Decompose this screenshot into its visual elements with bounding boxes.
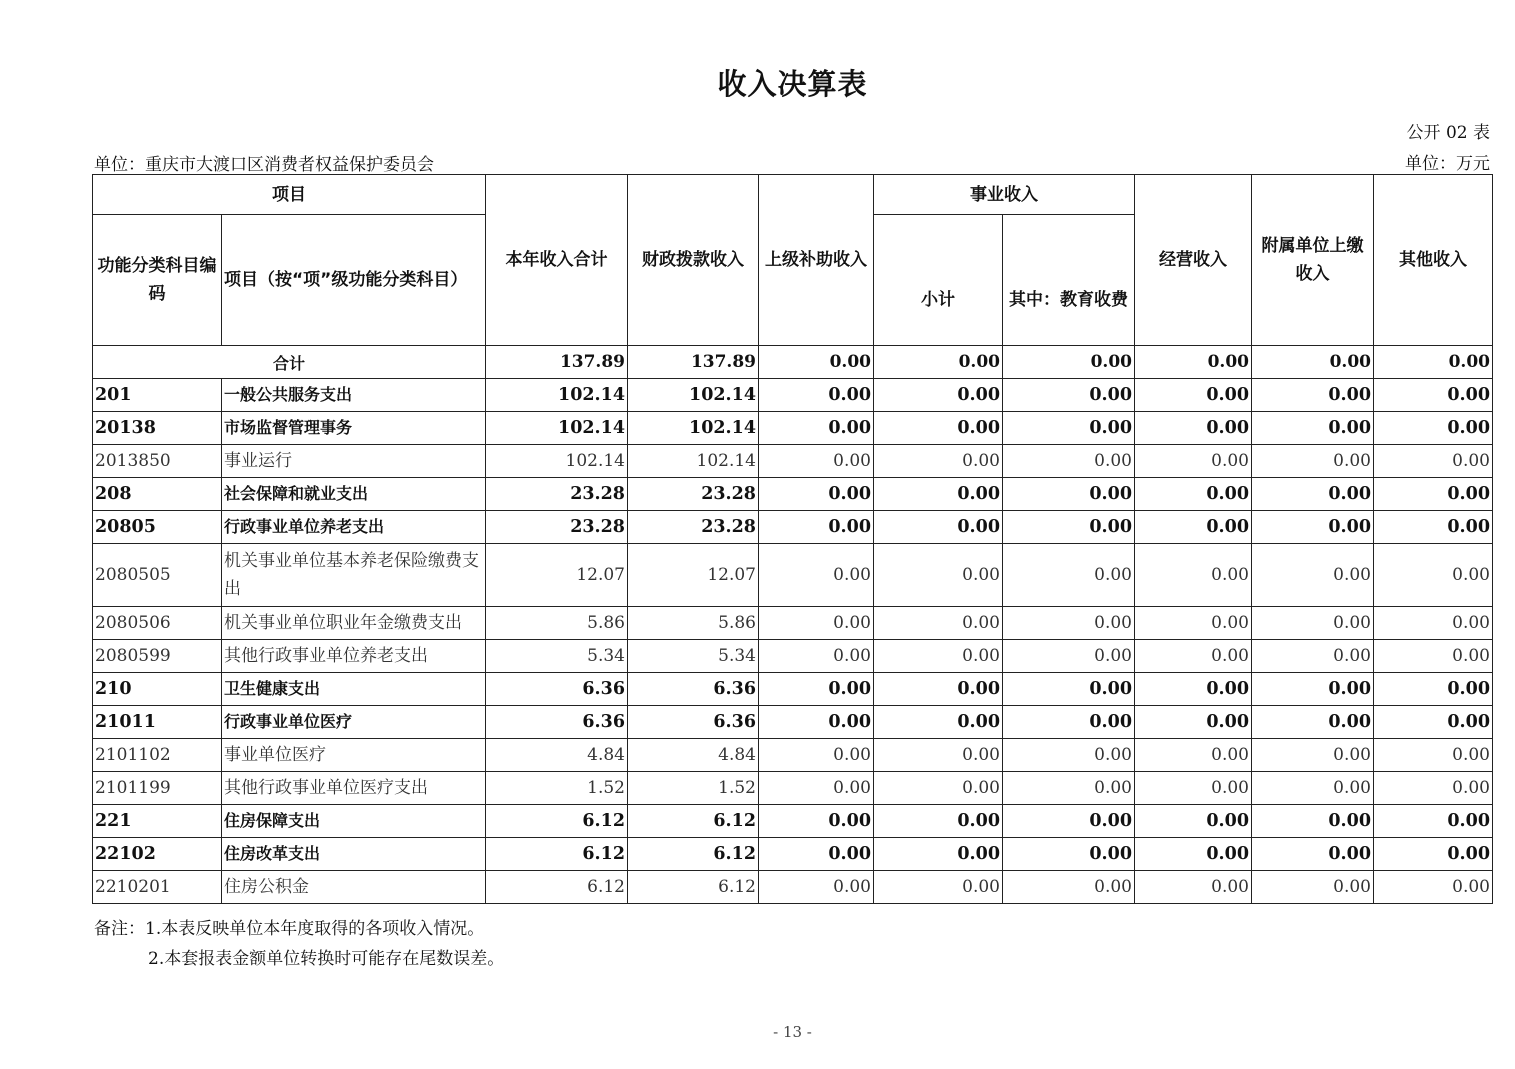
value-cell: 0.00 (1003, 445, 1135, 478)
value-cell: 6.12 (628, 805, 759, 838)
total-value: 137.89 (486, 346, 628, 379)
item-name-cell: 其他行政事业单位医疗支出 (222, 772, 486, 805)
header-business-income: 事业收入 (874, 175, 1135, 215)
table-row (93, 379, 1493, 412)
function-code-cell: 201 (93, 379, 222, 412)
value-cell: 0.00 (1003, 805, 1135, 838)
value-cell: 0.00 (1003, 640, 1135, 673)
value-cell: 0.00 (874, 478, 1003, 511)
total-value: 0.00 (1003, 346, 1135, 379)
value-cell: 0.00 (1374, 412, 1493, 445)
value-cell: 23.28 (486, 511, 628, 544)
header-function-code: 功能分类科目编码 (93, 215, 222, 346)
value-cell: 0.00 (874, 673, 1003, 706)
value-cell: 0.00 (759, 379, 874, 412)
item-name-cell: 其他行政事业单位养老支出 (222, 640, 486, 673)
value-cell: 0.00 (1003, 607, 1135, 640)
value-cell: 12.07 (628, 544, 759, 607)
value-cell: 6.12 (486, 838, 628, 871)
function-code-cell: 22102 (93, 838, 222, 871)
value-cell: 0.00 (759, 445, 874, 478)
value-cell: 0.00 (1135, 607, 1252, 640)
table-row (93, 478, 1493, 511)
item-name-cell: 市场监督管理事务 (222, 412, 486, 445)
total-row (93, 346, 1493, 379)
value-cell: 0.00 (1374, 445, 1493, 478)
note-1: 备注：1.本表反映单位本年度取得的各项收入情况。 (94, 919, 485, 939)
function-code-cell: 20805 (93, 511, 222, 544)
header-education-fee: 其中：教育收费 (1003, 215, 1135, 346)
value-cell: 0.00 (874, 379, 1003, 412)
value-cell: 0.00 (1135, 511, 1252, 544)
total-value: 0.00 (1374, 346, 1493, 379)
item-name-cell: 事业单位医疗 (222, 739, 486, 772)
value-cell: 0.00 (874, 544, 1003, 607)
value-cell: 0.00 (1252, 805, 1374, 838)
value-cell: 5.34 (628, 640, 759, 673)
value-cell: 4.84 (628, 739, 759, 772)
table-row (93, 412, 1493, 445)
table-row (93, 511, 1493, 544)
value-cell: 0.00 (759, 478, 874, 511)
value-cell: 0.00 (759, 805, 874, 838)
value-cell: 6.36 (628, 673, 759, 706)
value-cell: 0.00 (1003, 379, 1135, 412)
value-cell: 0.00 (1374, 706, 1493, 739)
table-header (93, 175, 1493, 346)
table-number: 公开 02 表 (1406, 123, 1490, 143)
value-cell: 23.28 (628, 478, 759, 511)
notes (94, 914, 504, 974)
value-cell: 0.00 (874, 805, 1003, 838)
value-cell: 0.00 (1374, 871, 1493, 904)
value-cell: 6.12 (628, 838, 759, 871)
value-cell: 0.00 (1135, 772, 1252, 805)
unit-organization: 单位：重庆市大渡口区消费者权益保护委员会 (94, 155, 434, 175)
value-cell: 102.14 (486, 379, 628, 412)
function-code-cell: 2080599 (93, 640, 222, 673)
value-cell: 0.00 (1252, 640, 1374, 673)
total-label: 合计 (93, 346, 486, 379)
value-cell: 0.00 (874, 838, 1003, 871)
value-cell: 0.00 (759, 607, 874, 640)
value-cell: 102.14 (628, 412, 759, 445)
value-cell: 0.00 (1374, 739, 1493, 772)
value-cell: 0.00 (874, 739, 1003, 772)
value-cell: 0.00 (759, 706, 874, 739)
value-cell: 0.00 (1135, 805, 1252, 838)
income-settlement-table (92, 174, 1493, 904)
item-name-cell: 社会保障和就业支出 (222, 478, 486, 511)
header-superior-subsidy: 上级补助收入 (759, 175, 874, 346)
value-cell: 6.36 (486, 673, 628, 706)
value-cell: 0.00 (1374, 640, 1493, 673)
value-cell: 0.00 (874, 412, 1003, 445)
value-cell: 0.00 (1135, 673, 1252, 706)
value-cell: 0.00 (1003, 511, 1135, 544)
value-cell: 0.00 (1252, 838, 1374, 871)
value-cell: 6.12 (486, 871, 628, 904)
table-row (93, 772, 1493, 805)
value-cell: 0.00 (1135, 544, 1252, 607)
value-cell: 102.14 (486, 412, 628, 445)
total-value: 137.89 (628, 346, 759, 379)
value-cell: 0.00 (1135, 838, 1252, 871)
function-code-cell: 21011 (93, 706, 222, 739)
total-value: 0.00 (874, 346, 1003, 379)
total-value: 0.00 (1135, 346, 1252, 379)
value-cell: 23.28 (628, 511, 759, 544)
value-cell: 0.00 (1252, 544, 1374, 607)
value-cell: 0.00 (1252, 607, 1374, 640)
value-cell: 0.00 (1135, 640, 1252, 673)
value-cell: 5.86 (628, 607, 759, 640)
value-cell: 0.00 (1252, 673, 1374, 706)
value-cell: 0.00 (1003, 673, 1135, 706)
value-cell: 0.00 (1003, 412, 1135, 445)
header-fiscal-income: 财政拨款收入 (628, 175, 759, 346)
value-cell: 0.00 (874, 772, 1003, 805)
value-cell: 0.00 (1252, 871, 1374, 904)
value-cell: 6.12 (486, 805, 628, 838)
value-cell: 0.00 (1135, 871, 1252, 904)
item-name-cell: 一般公共服务支出 (222, 379, 486, 412)
value-cell: 0.00 (1003, 739, 1135, 772)
table-row (93, 445, 1493, 478)
value-cell: 0.00 (1252, 445, 1374, 478)
header-item-name: 项目（按“项”级功能分类科目） (222, 215, 486, 346)
header-total-income: 本年收入合计 (486, 175, 628, 346)
header-project: 项目 (93, 175, 486, 215)
table-row (93, 871, 1493, 904)
item-name-cell: 行政事业单位医疗 (222, 706, 486, 739)
value-cell: 1.52 (628, 772, 759, 805)
value-cell: 0.00 (1374, 544, 1493, 607)
value-cell: 0.00 (874, 511, 1003, 544)
table-body (93, 346, 1493, 904)
value-cell: 0.00 (759, 640, 874, 673)
value-cell: 0.00 (1374, 772, 1493, 805)
value-cell: 23.28 (486, 478, 628, 511)
value-cell: 0.00 (1252, 511, 1374, 544)
total-value: 0.00 (1252, 346, 1374, 379)
value-cell: 0.00 (759, 871, 874, 904)
function-code-cell: 2101102 (93, 739, 222, 772)
value-cell: 0.00 (1252, 739, 1374, 772)
function-code-cell: 210 (93, 673, 222, 706)
value-cell: 0.00 (1135, 739, 1252, 772)
item-name-cell: 机关事业单位基本养老保险缴费支出 (222, 544, 486, 607)
value-cell: 0.00 (1003, 772, 1135, 805)
value-cell: 1.52 (486, 772, 628, 805)
value-cell: 0.00 (1252, 706, 1374, 739)
unit-currency: 单位：万元 (1405, 154, 1490, 174)
value-cell: 0.00 (1374, 478, 1493, 511)
value-cell: 0.00 (874, 640, 1003, 673)
header-other-income: 其他收入 (1374, 175, 1493, 346)
function-code-cell: 2013850 (93, 445, 222, 478)
value-cell: 0.00 (874, 445, 1003, 478)
table-row (93, 805, 1493, 838)
value-cell: 0.00 (759, 511, 874, 544)
value-cell: 0.00 (1252, 478, 1374, 511)
value-cell: 102.14 (628, 379, 759, 412)
value-cell: 5.34 (486, 640, 628, 673)
value-cell: 0.00 (1374, 838, 1493, 871)
function-code-cell: 208 (93, 478, 222, 511)
table-row (93, 673, 1493, 706)
value-cell: 0.00 (1374, 607, 1493, 640)
value-cell: 0.00 (1374, 379, 1493, 412)
item-name-cell: 住房公积金 (222, 871, 486, 904)
value-cell: 0.00 (1003, 838, 1135, 871)
item-name-cell: 卫生健康支出 (222, 673, 486, 706)
function-code-cell: 2101199 (93, 772, 222, 805)
value-cell: 0.00 (759, 412, 874, 445)
value-cell: 0.00 (874, 607, 1003, 640)
value-cell: 0.00 (1135, 412, 1252, 445)
table-row (93, 838, 1493, 871)
value-cell: 0.00 (759, 772, 874, 805)
table-row (93, 607, 1493, 640)
function-code-cell: 2210201 (93, 871, 222, 904)
value-cell: 0.00 (874, 706, 1003, 739)
value-cell: 0.00 (1135, 445, 1252, 478)
value-cell: 0.00 (1252, 412, 1374, 445)
value-cell: 0.00 (759, 739, 874, 772)
value-cell: 0.00 (1252, 772, 1374, 805)
note-2: 2.本套报表金额单位转换时可能存在尾数误差。 (148, 949, 505, 969)
item-name-cell: 住房保障支出 (222, 805, 486, 838)
value-cell: 0.00 (1003, 706, 1135, 739)
function-code-cell: 2080506 (93, 607, 222, 640)
item-name-cell: 行政事业单位养老支出 (222, 511, 486, 544)
value-cell: 102.14 (486, 445, 628, 478)
header-affiliated-income: 附属单位上缴收入 (1252, 175, 1374, 346)
value-cell: 6.36 (486, 706, 628, 739)
value-cell: 0.00 (1374, 673, 1493, 706)
function-code-cell: 221 (93, 805, 222, 838)
table-row (93, 706, 1493, 739)
value-cell: 0.00 (1003, 871, 1135, 904)
value-cell: 0.00 (1135, 379, 1252, 412)
value-cell: 0.00 (759, 673, 874, 706)
value-cell: 4.84 (486, 739, 628, 772)
value-cell: 0.00 (759, 838, 874, 871)
item-name-cell: 住房改革支出 (222, 838, 486, 871)
table-row (93, 544, 1493, 607)
value-cell: 102.14 (628, 445, 759, 478)
function-code-cell: 20138 (93, 412, 222, 445)
value-cell: 6.36 (628, 706, 759, 739)
page-number: - 13 - (773, 1023, 812, 1041)
table-row (93, 640, 1493, 673)
value-cell: 0.00 (1135, 706, 1252, 739)
value-cell: 0.00 (1003, 478, 1135, 511)
header-operating-income: 经营收入 (1135, 175, 1252, 346)
total-value: 0.00 (759, 346, 874, 379)
table-row (93, 739, 1493, 772)
value-cell: 0.00 (1252, 379, 1374, 412)
value-cell: 0.00 (759, 544, 874, 607)
item-name-cell: 事业运行 (222, 445, 486, 478)
value-cell: 5.86 (486, 607, 628, 640)
header-subtotal: 小计 (874, 215, 1003, 346)
function-code-cell: 2080505 (93, 544, 222, 607)
value-cell: 0.00 (874, 871, 1003, 904)
item-name-cell: 机关事业单位职业年金缴费支出 (222, 607, 486, 640)
value-cell: 0.00 (1135, 478, 1252, 511)
value-cell: 0.00 (1374, 511, 1493, 544)
value-cell: 6.12 (628, 871, 759, 904)
value-cell: 0.00 (1003, 544, 1135, 607)
page-title: 收入决算表 (717, 67, 868, 101)
value-cell: 12.07 (486, 544, 628, 607)
value-cell: 0.00 (1374, 805, 1493, 838)
